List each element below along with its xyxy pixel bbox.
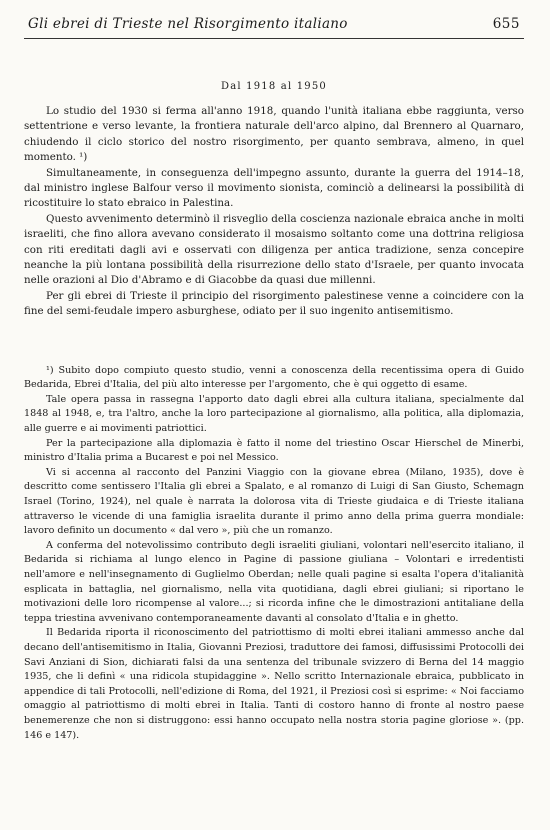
footnote: A conferma del notevolissimo contributo degli israeliti giuliani, volontari nell'esercito italiano, il Bedarida si richiama al lungo elenco in Pagine di passione giuliana – Volontari e irredentisti nell'amore e nell'insegnamento di Guglielmo Oberdan; nelle quali pagine si esalta l'opera d'italianità esplicata in battaglia, nel giornalismo, nella vita quotidiana, dagli ebrei giuliani; si riportano le motivazioni delle loro ricompense al valore...; si ricorda infine che le dimostrazioni antitaliane della teppa triestina avvenivano contemporaneamente davanti al consolato d'Italia e in ghetto. bbox=[24, 539, 524, 624]
paragraph: Questo avvenimento determinò il risveglio della coscienza nazionale ebraica anche in molti israeliti, che fino allora avevano considerato il mosaismo soltanto come una dottrina religiosa con riti ereditati dagli avi e osservati con diligenza per antica tradizione, senza concepire neanche la più lontana possibilità della risurrezione dello stato d'Israele, per quanto invocata nelle orazioni al Dio d'Abramo e di Giacobbe da quasi due millenni. bbox=[24, 212, 524, 287]
paragraph: Simultaneamente, in conseguenza dell'impegno assunto, durante la guerra del 1914–18, dal ministro inglese Balfour verso il movimento sionista, cominciò a delinearsi la possibilità di ricostituire lo stato ebraico in Palestina. bbox=[24, 166, 524, 210]
paragraph: Lo studio del 1930 si ferma all'anno 1918, quando l'unità italiana ebbe raggiunta, verso settentrione e verso levante, la frontiera naturale dell'arco alpino, dal Brennero al Quarnaro, chiudendo il ciclo storico del nostro risorgimento, per quanto sembrava, almeno, in quel momento. ¹) bbox=[24, 105, 524, 164]
footnote: Il Bedarida riporta il riconoscimento del patriottismo di molti ebrei italiani ammesso anche dal decano dell'antisemitismo in Italia, Giovanni Preziosi, traduttore dei famosi, diffusissimi Protocolli dei Savi Anziani di Sion, dichiarati falsi da una sentenza del tribunale svizzero di Berna del 14 maggio 1935, che li definì « una ridicola stupidaggine ». Nello scritto Internazionale ebraica, pubblicato in appendice di tali Protocolli, nell'edizione di Roma, del 1921, il Preziosi così si esprime: « Noi facciamo omaggio al patriottismo di molti ebrei in Italia. Tanti di costoro hanno di fronte al nostro paese benemerenze che non si distruggono: essi hanno occupato nella nostra storia pagine gloriose ». (pp. 146 e 147). bbox=[24, 627, 524, 741]
footnote: Tale opera passa in rassegna l'apporto dato dagli ebrei alla cultura italiana, specialmente dal 1848 al 1948, e, tra l'altro, anche la loro partecipazione al giornalismo, alla politica, alla diplomazia, alle guerre e ai movimenti patriottici. bbox=[24, 393, 524, 435]
footnote: Vi si accenna al racconto del Panzini Viaggio con la giovane ebrea (Milano, 1935), dove è descritto come sentissero l'Italia gli ebrei a Spalato, e al romanzo di Luigi di San Giusto, Schemagn Israel (Torino, 1924), nel quale è narrata la dolorosa vita di Trieste giudaica e di Trieste italiana attraverso le vicende di una famiglia israelita durante il primo anno della prima guerra mondiale: lavoro definito un documento « dal vero », più che un romanzo. bbox=[24, 466, 524, 537]
running-title: Gli ebrei di Trieste nel Risorgimento italiano bbox=[28, 16, 348, 32]
footnote: Per la partecipazione alla diplomazia è fatto il nome del triestino Oscar Hierschel de Minerbi, ministro d'Italia prima a Bucarest e poi nel Messico. bbox=[24, 437, 524, 464]
page-number: 655 bbox=[492, 16, 520, 32]
paragraph: Per gli ebrei di Trieste il principio del risorgimento palestinese venne a coincidere con la fine del semi-feudale impero asburghese, odiato per il suo ingenito antisemitismo. bbox=[24, 289, 524, 318]
footnote: ¹) Subito dopo compiuto questo studio, venni a conoscenza della recentissima opera di Guido Bedarida, Ebrei d'Italia, del più alto interesse per l'argomento, che è qui oggetto di esame. bbox=[24, 364, 524, 391]
main-text bbox=[24, 104, 524, 320]
running-header bbox=[24, 8, 524, 39]
section-title: Dal 1918 al 1950 bbox=[221, 81, 327, 92]
document-page bbox=[24, 8, 524, 743]
footnotes bbox=[24, 364, 524, 743]
